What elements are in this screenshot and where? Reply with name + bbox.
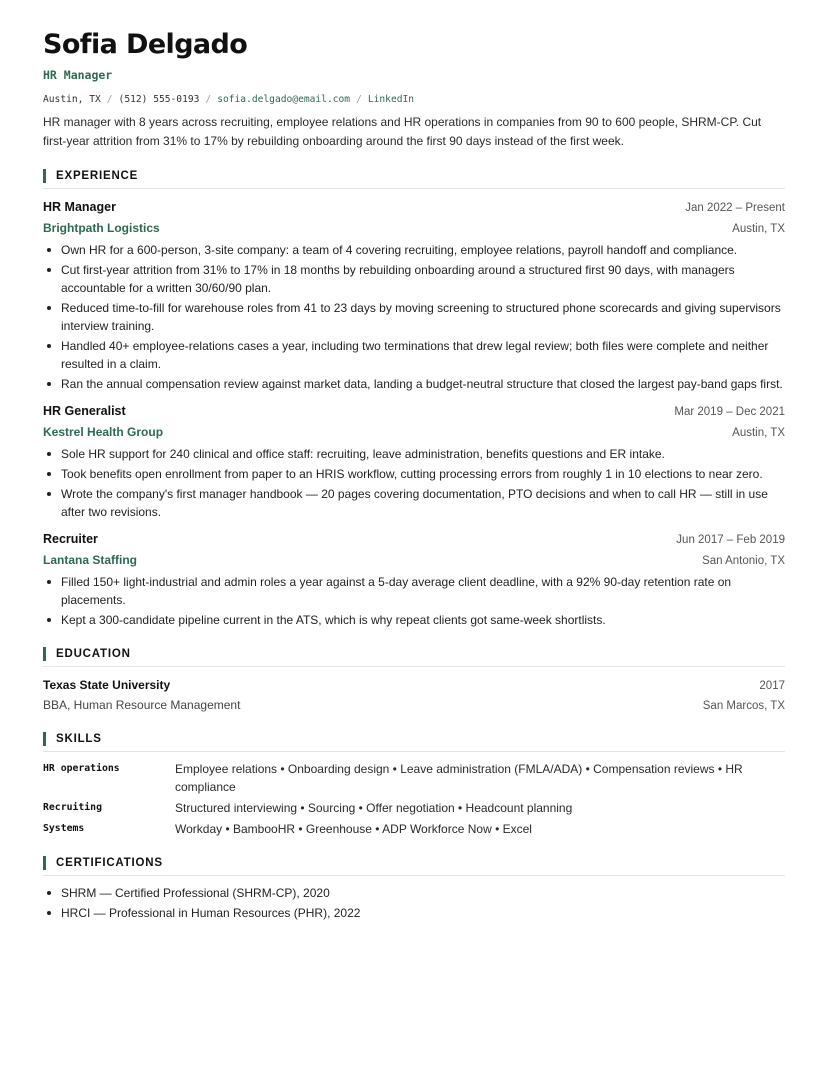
skill-items: Workday • BambooHR • Greenhouse • ADP Workforce Now • Excel <box>175 822 532 836</box>
job-location: Austin, TX <box>732 223 785 235</box>
experience-section-header <box>43 169 785 189</box>
section-accent-bar <box>43 169 46 183</box>
education-entry <box>43 677 785 714</box>
certifications-section-header <box>43 856 785 876</box>
skills-list <box>43 760 785 838</box>
job-location: Austin, TX <box>732 427 785 439</box>
skills-section-header <box>43 732 785 752</box>
section-title: EDUCATION <box>56 648 131 660</box>
bullet-item: Wrote the company's first manager handbook — 20 pages covering documentation, PTO decisions and when to call HR — still in use after two revisions. <box>43 485 785 521</box>
resume-header <box>43 30 785 151</box>
skill-category: Systems <box>43 823 85 834</box>
skill-row <box>43 799 785 817</box>
summary: HR manager with 8 years across recruiting, employee relations and HR operations in companies from 90 to 600 people, SHRM-CP. Cut first-year attrition from 31% to 17% by rebuilding onboarding around the first 90 days instead of the first week. <box>43 115 762 148</box>
section-accent-bar <box>43 856 46 870</box>
certification-item: HRCI — Professional in Human Resources (PHR), 2022 <box>43 904 785 922</box>
section-title: SKILLS <box>56 733 102 745</box>
contact-email-link[interactable]: sofia.delgado@email.com <box>217 94 351 105</box>
certification-item: SHRM — Certified Professional (SHRM-CP), 2020 <box>43 884 785 902</box>
bullet-item: Took benefits open enrollment from paper to an HRIS workflow, cutting processing errors from roughly 1 in 10 elections to near zero. <box>43 465 785 483</box>
graduation-year: 2017 <box>759 680 785 692</box>
bullet-item: Kept a 300-candidate pipeline current in the ATS, which is why repeat clients got same-week shortlists. <box>43 611 785 629</box>
company-name: Kestrel Health Group <box>43 425 164 439</box>
bullet-item: Handled 40+ employee-relations cases a year, including two terminations that drew legal review; both files were complete and neither resulted in a claim. <box>43 337 785 373</box>
education-section-header <box>43 647 785 667</box>
section-title: CERTIFICATIONS <box>56 857 163 869</box>
section-accent-bar <box>43 647 46 661</box>
job-bullets <box>43 573 785 629</box>
bullet-item: Sole HR support for 240 clinical and office staff: recruiting, leave administration, benefits questions and ER intake. <box>43 445 785 463</box>
contact-separator: / <box>106 94 113 105</box>
job-entry <box>43 199 785 393</box>
job-title: Recruiter <box>43 532 98 546</box>
school-location: San Marcos, TX <box>702 700 785 712</box>
bullet-item: Reduced time-to-fill for warehouse roles from 41 to 23 days by moving screening to structured phone scorecards and giving supervisors interview training. <box>43 299 785 335</box>
bullet-item: Ran the annual compensation review against market data, landing a budget-neutral structure that closed the largest pay-band gaps first. <box>43 375 785 393</box>
company-name: Brightpath Logistics <box>43 221 160 235</box>
skill-row <box>43 820 785 838</box>
job-dates: Jan 2022 – Present <box>685 202 785 214</box>
contact-line <box>43 94 785 106</box>
degree: BBA, Human Resource Management <box>43 698 241 712</box>
certifications-list <box>43 884 785 922</box>
job-entry <box>43 403 785 521</box>
contact-separator: / <box>356 94 362 105</box>
job-bullets <box>43 241 785 393</box>
job-dates: Mar 2019 – Dec 2021 <box>674 406 785 418</box>
bullet-item: Own HR for a 600-person, 3-site company: a team of 4 covering recruiting, employee relations, payroll handoff and compliance. <box>43 241 785 259</box>
skill-items: Structured interviewing • Sourcing • Offer negotiation • Headcount planning <box>175 801 573 815</box>
job-title: HR Generalist <box>43 404 126 418</box>
contact-location: Austin, TX <box>43 94 101 105</box>
skill-row <box>43 760 785 796</box>
school-name: Texas State University <box>43 678 171 692</box>
contact-separator: / <box>205 94 212 105</box>
job-entry <box>43 531 785 629</box>
contact-phone: (512) 555-0193 <box>118 94 200 105</box>
job-bullets <box>43 445 785 521</box>
section-title: EXPERIENCE <box>56 170 139 182</box>
headline: HR Manager <box>43 68 113 82</box>
candidate-name: Sofia Delgado <box>43 29 248 60</box>
skill-items: Employee relations • Onboarding design • Leave administration (FMLA/ADA) • Compensation reviews • HR compliance <box>175 762 743 794</box>
linkedin-link[interactable]: LinkedIn <box>367 94 415 105</box>
bullet-item: Filled 150+ light-industrial and admin roles a year against a 5-day average client deadline, with a 92% 90-day retention rate on placements. <box>43 573 785 609</box>
bullet-item: Cut first-year attrition from 31% to 17% in 18 months by rebuilding onboarding around a structured first 90 days, with managers accountable for a written 30/60/90 plan. <box>43 261 785 297</box>
job-location: San Antonio, TX <box>702 555 785 567</box>
section-accent-bar <box>43 732 46 746</box>
skill-category: Recruiting <box>43 802 102 813</box>
job-title: HR Manager <box>43 200 116 214</box>
job-dates: Jun 2017 – Feb 2019 <box>676 534 785 546</box>
skill-category: HR operations <box>43 763 120 774</box>
company-name: Lantana Staffing <box>43 553 138 567</box>
